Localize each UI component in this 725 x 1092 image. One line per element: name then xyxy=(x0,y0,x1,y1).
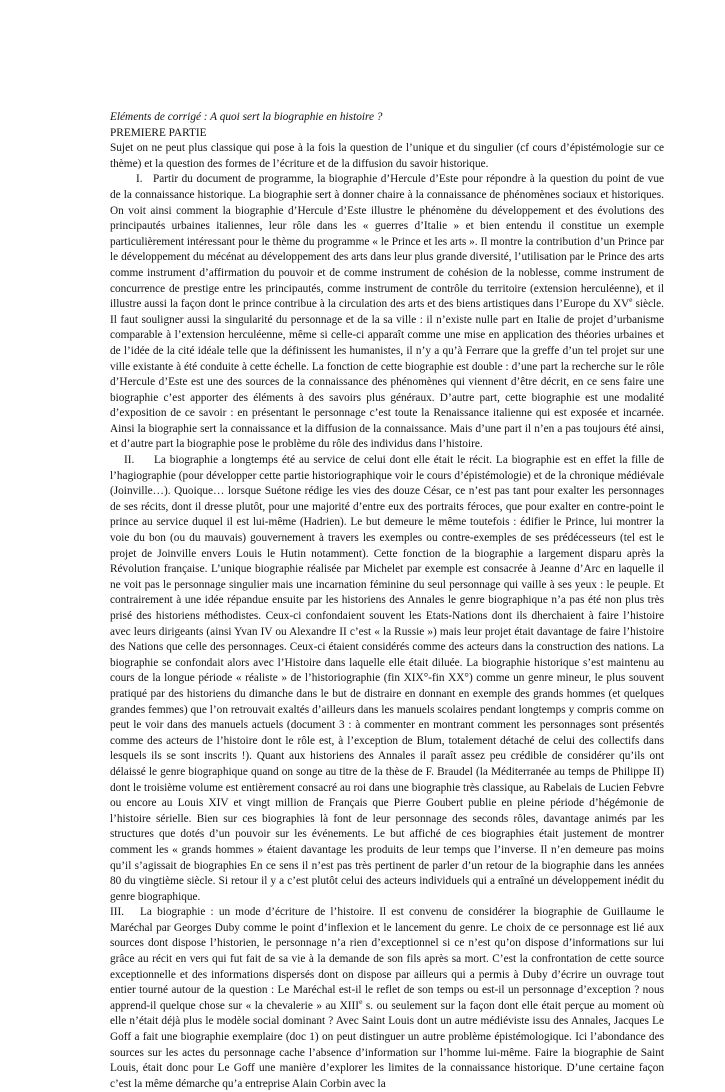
section-3 xyxy=(110,905,664,1092)
introduction-paragraph: Sujet on ne peut plus classique qui pose à la fois la question de l’unique et du singulier (cf cours d’épistémologie sur ce thème) et la question des formes de l’écriture et de la diffusion du savoir historique. xyxy=(110,142,664,170)
section-number: I. xyxy=(136,173,143,186)
superscript: e xyxy=(629,295,633,305)
section-text-continued: siècle. Il faut souligner aussi la singularité du personnage et de la sa ville : il n’existe nulle part en Italie de projet d’urbanisme comparable à l’extension herculéenne, même si celle-ci apparaît comme une mise en application des théories urbaines et de l’idée de la cité idéale telle que la définissent les humanistes, il n’y a qu’à Ferrare que la greffe d’un tel projet sur une ville existante à été conduite à cette échelle. La fonction de cette biographie est double : d’une part la recherche sur le rôle d’Hercule d’Este est une des sources de la connaissance des phénomènes qui viennent d’être décrit, en ce sens faire une biographie c’est apporter des éléments à des savoirs plus généraux. D’autre part, cette biographie est une modalité d’exposition de ce savoir : en présentant le personnage c’est toute la Renaissance italienne qui est exposée et incarnée. Ainsi la biographie sert la connaissance et la diffusion de la connaissance. Mais d’une part il n’en a pas toujours été ainsi, et d’autre part la biographie pose le problème du rôle des individus dans l’histoire. xyxy=(110,298,664,451)
section-text: La biographie : un mode d’écriture de l’histoire. Il est convenu de considérer la biographie de Guillaume le Maréchal par Georges Duby comme le point d’inflexion et le lancement du genre. Le choix de ce personnage est lié aux sources dont dispose l’historien, le personnage n’a rien d’exceptionnel si ce n’est qu’on dispose d’informations sur lui grâce au récit en vers qui fut fait de sa vie à la demande de son fils après sa mort. C’est la confrontation de cette source exceptionnelle et des informations dispersés dont on dispose par ailleurs qui a permis à Duby d’écrire un ouvrage tout entier tourné autour de la question : Le Maréchal est-il le reflet de son temps ou est-il un personnage d’exception ? nous apprend-il quelque chose sur « la chevalerie » au XIII xyxy=(110,906,664,1012)
document-page xyxy=(110,110,664,1092)
section-number: III. xyxy=(110,906,125,919)
section-number: II. xyxy=(124,454,135,467)
section-text: La biographie a longtemps été au service de celui dont elle était le récit. La biographie est en effet la fille de l’hagiographie (pour développer cette partie historiographique voir le cours d’épistémologie) et de la chronique médiévale (Joinville…). Quoique… lorsque Suétone rédige les vies des douze César, ce n’est pas tant pour exalter les personnages de ses récits, dont il dresse plutôt, pour une majorité d’entre eux des portraits féroces, que pour exalter en contre-point le prince au service duquel il est lui-même (Hadrien). Le but demeure le même toutefois : édifier le Prince, lui montrer la voie du bon (ou du mauvais) gouvernement à travers les exemples ou contre-exemples de ses prédécesseurs (tel est le projet de Joinville envers Louis le Hutin notamment). Cette fonction de la biographie a largement disparu après la Révolution française. L’unique biographie réalisée par Michelet par exemple est consacrée à Jeanne d’Arc en laquelle il ne voit pas le personnage singulier mais une incarnation féminine du seul personnage qui vaille à ses yeux : le peuple. Et contrairement à une idée répandue ensuite par les historiens des Annales le genre biographique n’a pas été non plus très prisé des historiens méthodistes. Ceux-ci confondaient souvent les Etats-Nations dont ils dherchaient à faire l’histoire avec leurs dirigeants (ainsi Yvan IV ou Alexandre II c’est « la Russie ») mais leur projet était davantage de faire l’histoire des Nations que celle des personnages. Ceux-ci étaient considérés comme des acteurs dans la construction des nations. La biographie se confondait alors avec l’Histoire dans laquelle elle était diluée. La biographie historique s’est maintenu au cours de la longue période « réaliste » de l’historiographie (fin XIX°-fin XX°) comme un genre mineur, le plus souvent pratiqué par des historiens du dimanche dans le but de distraire en donnant en exemple des grands hommes (et quelques grandes femmes) que l’on retrouvait exaltés d’ailleurs dans les manuels scolaires pendant longtemps y compris comme on peut le voir dans des manuels actuels (document 3 : à commenter en montrant comment les personnages sont présentés comme des acteurs de l’histoire dont le rôle est, à l’exception de Blum, totalement détaché de celui des collectifs dans lesquels ils se sont inscrits !). Quant aux historiens des Annales il paraît assez peu crédible de considérer qu’ils ont délaissé le genre biographique quand on songe au titre de la thèse de F. Braudel (la Méditerranée au temps de Philippe II) dont le troisième volume est entièrement consacré au roi dans une biographie très classique, au Rabelais de Lucien Febvre ou encore au Louis XIV et vingt million de Français que Pierre Goubert publie en pleine période d’hégémonie de l’histoire sérielle. Bien sur ces biographies là font de leur personnage des seconds rôles, davantage animés par les structures que dotés d’un pouvoir sur les événements. Le but affiché de ces biographies était justement de montrer comment les « grands hommes » étaient davantage les produits de leur temps que l’inverse. Il n’en demeure pas moins qu’il s’agissait de biographies En ce sens il n’est pas très pertinent de parler d’un retour de la biographie dans les années 80 du vingtième siècle. Si retour il y a c’est plutôt celui des acteurs individuels qui a entraîné un développement inédit du genre biographique. xyxy=(110,454,664,903)
superscript: e xyxy=(359,997,363,1007)
section-text: Partir du document de programme, la biographie d’Hercule d’Este pour répondre à la question du point de vue de la connaissance historique. La biographie sert à donner chaire à la connaissance de phénomènes sociaux et historiques. On voit ainsi comment la biographie d’Hercule d’Este illustre le phénomène du développement et des évolutions des principautés urbaines italiennes, leur rôle dans les « guerres d’Italie » et bien entendu il constitue un exemple particulièrement intéressant pour le thème du programme « le Prince et les arts ». Il montre la contribution d’un Prince par le développement du mécénat au développement des arts dans leur plus grande diversité, l’utilisation par le Prince des arts comme instrument d’affirmation du pouvoir et de comme instrument de cohésion de la noblesse, comme instrument de concurrence de prestige entre les principautés, comme instrument de contrôle du territoire (extension herculéenne), et il illustre aussi la façon dont le prince contribue à la circulation des arts et des biens artistiques dans l’Europe du XV xyxy=(110,173,664,311)
section-1 xyxy=(110,172,664,453)
document-title: Eléments de corrigé : A quoi sert la biographie en histoire ? xyxy=(110,111,383,123)
part-heading: PREMIERE PARTIE xyxy=(110,126,207,139)
section-text-continued: s. ou seulement sur la façon dont elle était perçue au moment où elle n’était déjà plus le modèle social dominant ? Avec Saint Louis dont un autre médiéviste issu des Annales, Jacques Le Goff a fait une biographie exemplaire (doc 1) on peut distinguer un autre problème épistémologique. Ici l’abondance des sources sur les actes du personnage cache l’absence d’information sur l’homme lui-même. Faire la biographie de Saint Louis, était donc pour Le Goff une manière d’explorer les limites de la connaissance historique. D’une certaine façon c’est la même démarche qu’a entreprise Alain Corbin avec la xyxy=(110,999,665,1090)
section-2 xyxy=(110,453,664,905)
